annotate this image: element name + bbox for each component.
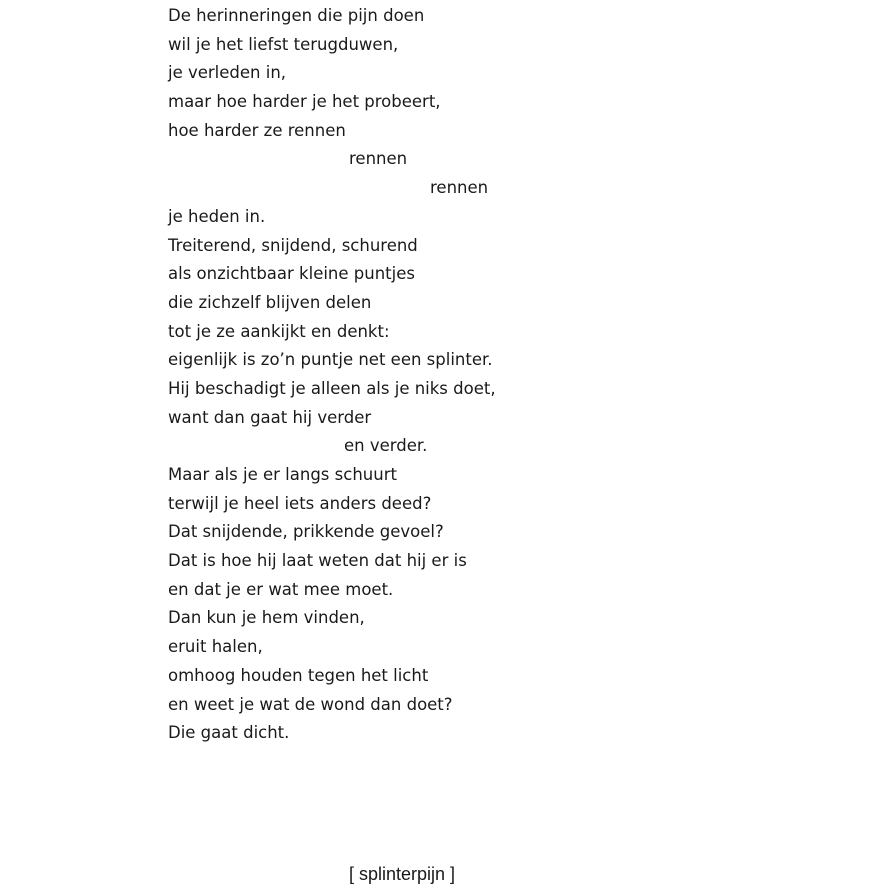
poem-line: en dat je er wat mee moet.: [168, 579, 394, 599]
poem-line: als onzichtbaar kleine puntjes: [168, 264, 415, 284]
poem-line: Hij beschadigt je alleen als je niks doet,: [168, 378, 496, 398]
poem-line: eruit halen,: [168, 637, 263, 657]
poem-line: De herinneringen die pijn doen: [168, 6, 425, 25]
poem: [168, 2, 496, 748]
poem-line: en verder.: [344, 436, 428, 456]
poem-line: hoe harder ze rennen: [168, 120, 346, 140]
poem-line: rennen: [349, 149, 408, 169]
poem-line: Dat is hoe hij laat weten dat hij er is: [168, 551, 467, 571]
poem-line: Treiterend, snijdend, schurend: [168, 235, 418, 255]
poem-line: je heden in.: [168, 206, 266, 226]
poem-line: eigenlijk is zo’n puntje net een splinter.: [168, 350, 493, 370]
poem-line: terwijl je heel iets anders deed?: [168, 493, 432, 513]
poem-line: die zichzelf blijven delen: [168, 292, 372, 312]
poem-line: tot je ze aankijkt en denkt:: [168, 321, 390, 341]
poem-line: je verleden in,: [168, 63, 287, 83]
poem-line: Dan kun je hem vinden,: [168, 608, 365, 628]
poem-line: wil je het liefst terugduwen,: [168, 34, 399, 54]
poem-line: want dan gaat hij verder: [168, 407, 372, 427]
poem-line: Dat snijdende, prikkende gevoel?: [168, 522, 444, 542]
poem-line: omhoog houden tegen het licht: [168, 665, 429, 685]
poem-line: Maar als je er langs schuurt: [168, 465, 397, 484]
poem-line: Die gaat dicht.: [168, 723, 290, 743]
poem-line: maar hoe harder je het probeert,: [168, 92, 441, 112]
poem-line: rennen: [430, 178, 489, 198]
poem-title: [ splinterpijn ]: [348, 864, 456, 884]
poem-line: en weet je wat de wond dan doet?: [168, 694, 453, 714]
